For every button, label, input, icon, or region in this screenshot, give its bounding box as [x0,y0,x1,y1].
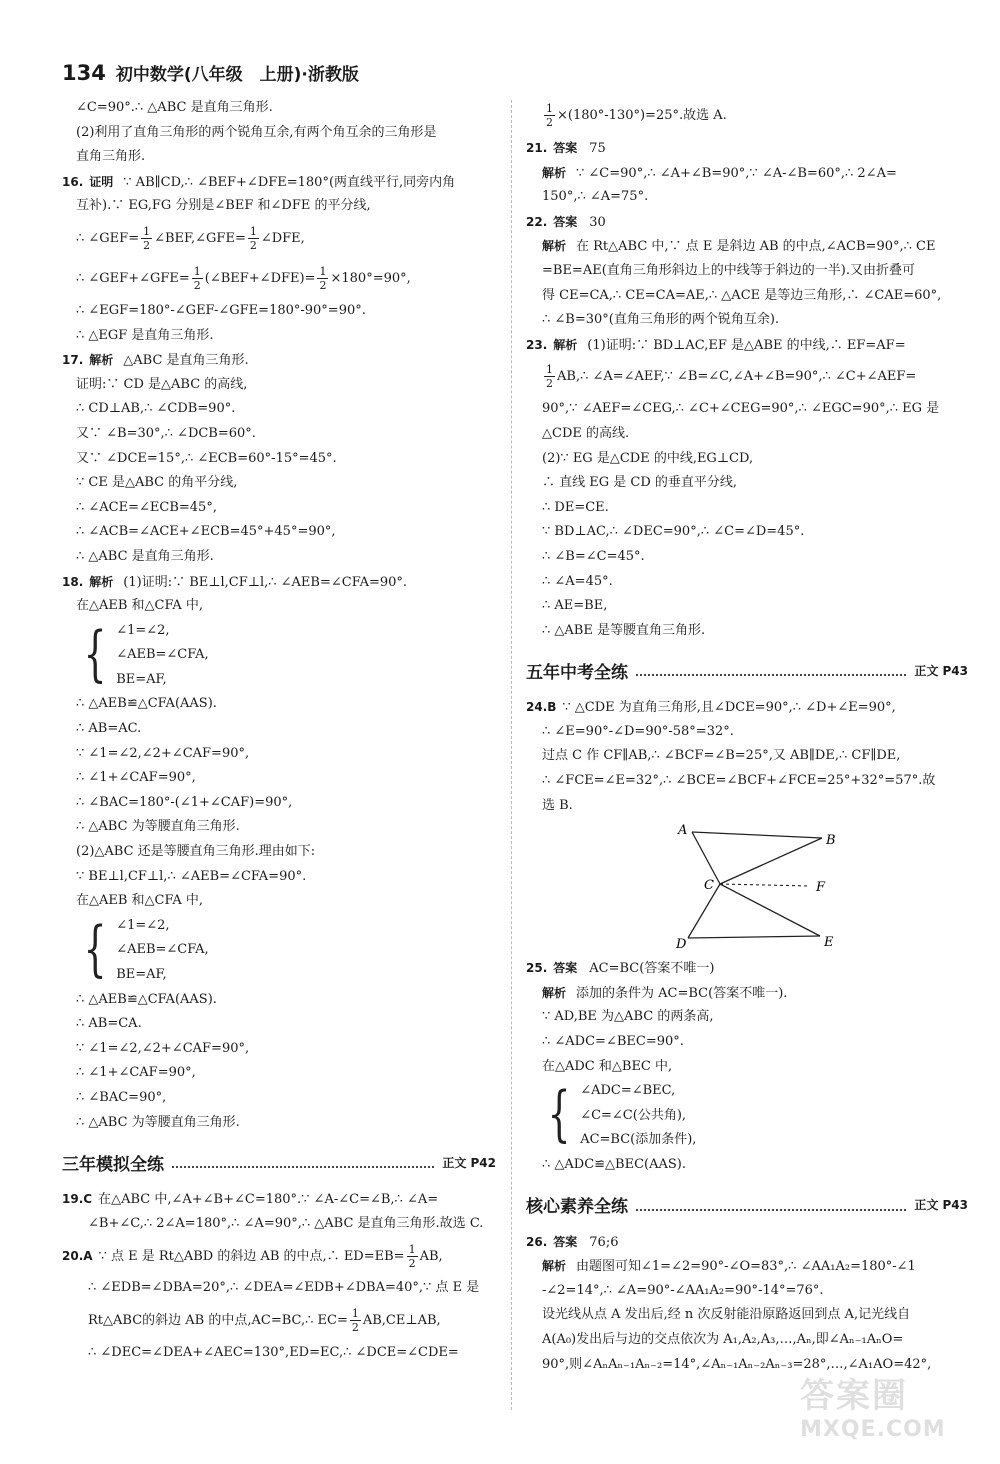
segment-cf [720,884,810,886]
question-tag: 解析 [89,574,114,589]
text-span: 在 Rt△ABC 中,∵ 点 E 是斜边 AB 的中点,∠ACB=90°,∴ CE [576,239,936,255]
question-number: 25. [526,961,548,976]
fraction-denominator: 2 [408,1257,416,1271]
text-line: ∴ △AEB≌△CFA(AAS). [76,696,217,712]
label-d: D [676,937,687,953]
fraction-denominator: 2 [143,238,151,252]
fraction-numerator: 1 [143,224,151,238]
text-line [526,161,968,186]
text-line: ∴ ∠A=45°. [542,573,613,589]
text-line: ∵ ∠1=∠2,∠2+∠CAF=90°, [76,1040,250,1056]
text-line: 在△ADC 和△BEC 中, [542,1058,673,1074]
text-line: ∴ △EGF 是直角三角形. [76,327,214,343]
question-number: 24.B [526,700,557,715]
fraction-numerator: 1 [319,264,327,278]
label-f: F [816,880,826,896]
text-line: ∴ △ABC 为等腰直角三角形. [76,1114,240,1130]
question-tag: 解析 [542,239,567,254]
text-line [62,259,496,299]
text-line: ∵ BE⊥l,CF⊥l,∴ ∠AEB=∠CFA=90°. [76,868,307,884]
text-line: ∠AEB=∠CFA, [116,942,209,958]
fraction-denominator: 2 [249,238,257,252]
text-line: ∴ ∠DEC=∠DEA+∠AEC=130°,ED=EC,∴ ∠DCE=∠CDE= [88,1344,459,1360]
question-number: 21. [526,141,548,155]
text-span: ∴ ∠GEF+∠GFE= [76,270,190,286]
question-tag: 解析 [553,337,578,352]
page-number: 134 [62,61,106,85]
section-title: 三年模拟全练 [62,1154,164,1175]
right-column [526,96,968,1377]
question-number: 23. [526,337,548,352]
text-line: ∴ ∠1+∠CAF=90°, [76,770,196,786]
fraction [407,1243,418,1270]
text-span: ∵ △CDE 为直角三角形,且∠DCE=90°,∴ ∠D+∠E=90°, [562,700,896,716]
question-tag: 解析 [89,353,114,368]
question-24 [526,695,968,720]
text-span: (1)证明:∵ BD⊥AC,EF 是△ABE 的中线,∴ EF=AF= [587,337,906,353]
fraction-numerator: 1 [546,363,553,377]
question-tag: 答案 [553,214,578,229]
text-line: 过点 C 作 CF∥AB,∴ ∠BCF=∠B=25°,又 AB∥DE,∴ CF∥DE, [542,748,901,764]
text-span: ∠DFE, [260,230,305,246]
text-line: ∵ CE 是△ABC 的角平分线, [76,475,238,491]
fraction-numerator: 1 [193,264,201,278]
text-line: 又∵ ∠B=30°,∴ ∠DCB=60°. [76,425,256,441]
text-span: Rt△ABC的斜边 AB 的中点,AC=BC,∴ EC= [88,1312,348,1328]
text-line: ∴ ∠BAC=90°, [76,1089,167,1105]
text-line [526,234,968,259]
text-line: ∴ ∠ACE=∠ECB=45°, [76,499,217,515]
text-line: ∴ ∠1+∠CAF=90°, [76,1065,196,1081]
text-line: ∠B+∠C,∴ 2∠A=180°,∴ ∠A=90°,∴ △ABC 是直角三角形.故选 C. [88,1215,484,1231]
text-line: ∴ △ABC 为等腰直角三角形. [76,819,240,835]
brace-symbol: { [547,1079,571,1150]
brace-symbol: { [83,618,107,689]
column-divider [511,100,513,1410]
text-line: ∴ △ADC≌△BEC(AAS). [542,1157,686,1172]
text-line: ∠ADC=∠BEC, [580,1083,676,1099]
text-line: =BE=AE(直角三角形斜边上的中线等于斜边的一半).又由折叠可 [542,262,915,278]
question-tag: 解析 [542,165,567,180]
question-number: 17. [62,353,84,368]
text-line: 90°,则∠AₙAₙ₋₁Aₙ₋₂=14°,∠Aₙ₋₁Aₙ₋₂Aₙ₋₃=28°,…,∠A₁AO=42°, [542,1356,932,1372]
text-span: AB,CE⊥AB, [362,1312,441,1328]
text-line: A(A₀)发出后与边的交点依次为 A₁,A₂,A₃,…,Aₙ,即∠Aₙ₋₁AₙO= [542,1331,904,1347]
section-header [62,1143,496,1181]
fraction-numerator: 1 [546,102,553,115]
text-line [62,219,496,259]
fraction-numerator: 1 [351,1306,359,1320]
text-line [526,96,968,136]
answer-value: 75 [589,141,606,156]
text-line: ∴ AB=AC. [76,721,142,737]
text-span: ∵ ∠C=90°,∴ ∠A+∠B=90°,∵ ∠A-∠B=60°,∴ 2∠A= [576,165,897,181]
text-line: ∴ ∠E=90°-∠D=90°-58°=32°. [542,723,734,739]
section-page-ref: 正文 P43 [914,663,968,678]
answer-value: AC=BC(答案不唯一) [589,961,715,977]
text-line: 选 B. [542,797,573,813]
fraction [544,363,555,390]
text-line: 150°,∴ ∠A=75°. [542,189,649,205]
text-line [526,357,968,397]
watermark-logo [800,1368,980,1458]
text-line: ∴ CD⊥AB,∴ ∠CDB=90°. [76,401,236,417]
question-tag: 解析 [542,985,567,1000]
dotted-leader [172,1156,434,1168]
text-line: 证明:∵ CD 是△ABC 的高线, [76,376,248,392]
text-line: 直角三角形. [76,149,146,165]
fraction-denominator: 2 [546,377,553,391]
text-line [526,981,968,1006]
fraction [350,1307,361,1334]
segment-cb [720,838,822,884]
text-span: AB,∴ ∠A=∠AEF,∵ ∠B=∠C,∠A+∠B=90°,∴ ∠C+∠AEF= [557,369,917,385]
text-line [526,1254,968,1279]
fraction [141,225,152,252]
geometry-figure [526,824,968,952]
label-a: A [678,824,688,839]
section-header [526,1186,968,1224]
fraction-denominator: 2 [193,278,201,292]
answer-value: 76;6 [589,1234,619,1250]
watermark-url: MXQE.COM [800,1417,946,1442]
text-line: ∴ ∠FCE=∠E=32°,∴ ∠BCE=∠BCF+∠FCE=25°+32°=57°.故 [542,773,936,789]
section-title: 核心素养全练 [526,1197,628,1218]
text-line: 又∵ ∠DCE=15°,∴ ∠ECB=60°-15°=45°. [76,450,337,466]
question-tag: 解析 [542,1259,567,1274]
text-span: ∴ ∠GEF= [76,230,140,246]
question-20 [62,1236,496,1276]
fraction-denominator: 2 [319,278,327,292]
text-line: BE=AF, [116,967,167,982]
text-line: 互补).∵ EG,FG 分别是∠BEF 和∠DFE 的平分线, [76,198,371,214]
equation-system-body [580,1079,696,1153]
text-line: ∴ ∠B=30°(直角三角形的两个锐角互余). [542,312,780,328]
text-line: ∠AEB=∠CFA, [116,647,209,663]
label-e: E [824,935,834,951]
question-tag: 答案 [553,1234,578,1249]
text-line: ∴ ∠EDB=∠DBA=20°,∴ ∠DEA=∠EDB+∠DBA=40°,∵ 点 E 是 [88,1280,480,1296]
text-line: ∵ AD,BE 为△ABC 的两条高, [542,1009,714,1025]
left-column [62,96,496,1366]
segment-de [688,936,820,938]
section-title: 五年中考全练 [526,662,628,683]
text-line: ∴ △AEB≌△CFA(AAS). [76,991,217,1007]
section-page-ref: 正文 P42 [442,1155,496,1170]
question-number: 16. [62,174,84,189]
dotted-leader [636,664,906,676]
segment-ce [720,884,820,936]
question-number: 22. [526,214,548,229]
question-25 [526,956,968,981]
text-line: 在△AEB 和△CFA 中, [76,598,204,614]
text-line: ∴ △ABC 是直角三角形. [76,548,214,564]
equation-system [62,619,496,693]
text-line: ∵ ∠1=∠2,∠2+∠CAF=90°, [76,745,250,761]
text-span: (1)证明:∵ BE⊥l,CF⊥l,∴ ∠AEB=∠CFA=90°. [123,574,408,590]
text-line: ∠1=∠2, [116,917,170,933]
geometry-figure-svg [526,824,968,952]
text-span: ×(180°-130°)=25°.故选 A. [557,108,727,123]
fraction [248,225,259,252]
fraction [192,265,203,292]
text-span: 在△ABC 中,∠A+∠B+∠C=180°.∵ ∠A-∠C=∠B,∴ ∠A= [98,1192,439,1208]
book-title: 初中数学(八年级 上册)·浙教版 [115,65,359,85]
text-line: ∴ AE=BE, [542,598,608,614]
text-span: ∠BEF,∠GFE= [154,230,246,246]
text-line: (2)∵ EG 是△CDE 的中线,EG⊥CD, [542,450,754,466]
text-line: ∠C=∠C(公共角), [580,1107,687,1123]
text-line: 得 CE=CA,∴ CE=CA=AE,∴ △ACE 是等边三角形,∴ ∠CAE=60°, [542,287,942,303]
text-line: ∴ ∠BAC=180°-(∠1+∠CAF)=90°, [76,794,293,810]
text-line: ∴ △ABE 是等腰直角三角形. [542,622,706,638]
watermark-text: 答案圈 [800,1376,908,1416]
dotted-leader [636,1199,906,1211]
question-number: 20.A [62,1249,93,1264]
text-line: 设光线从点 A 发出后,经 n 次反射能沿原路返回到点 A,记光线自 [542,1307,911,1323]
question-19 [62,1187,496,1212]
text-line: BE=AF, [116,671,167,687]
question-number: 26. [526,1234,548,1249]
brace-symbol: { [83,913,107,984]
question-17 [62,348,496,373]
text-span: AB, [419,1249,443,1265]
section-page-ref: 正文 P43 [914,1198,968,1213]
equation-system [526,1079,968,1153]
text-line: -∠2=14°,∴ ∠A=90°-∠AA₁A₂=90°-14°=76°. [542,1282,824,1298]
text-line: ∴ DE=CE. [542,499,609,515]
text-span: ∵ 点 E 是 Rt△ABD 的斜边 AB 的中点,∴ ED=EB= [98,1249,405,1265]
text-line: ∴ AB=CA. [76,1016,142,1032]
question-18 [62,570,496,595]
text-span: ×180°=90°, [330,270,411,286]
question-tag: 答案 [553,141,578,155]
question-number: 18. [62,574,84,589]
question-26 [526,1230,968,1255]
page-header [62,60,359,90]
segment-ab [692,832,822,838]
question-tag: 证明 [89,174,114,189]
fraction [317,265,328,292]
label-c: C [704,878,714,894]
equation-system-body [116,914,208,988]
text-line: ∵ BD⊥AC,∴ ∠DEC=90°,∴ ∠C=∠D=45°. [542,524,805,540]
text-line: ∠1=∠2, [116,622,170,638]
segment-ac [692,832,720,884]
question-tag: 答案 [553,961,578,976]
fraction-denominator: 2 [351,1320,359,1334]
equation-system [62,914,496,988]
question-number: 19.C [62,1192,93,1207]
text-span: ∵ AB∥CD,∴ ∠BEF+∠DFE=180°(两直线平行,同旁内角 [123,174,456,190]
fraction-numerator: 1 [249,224,257,238]
question-16 [62,170,496,195]
question-22 [526,210,968,235]
text-line: 在△AEB 和△CFA 中, [76,893,204,909]
fraction-numerator: 1 [408,1243,416,1257]
text-line: ∴ ∠EGF=180°-∠GEF-∠GFE=180°-90°=90°. [76,302,366,318]
label-b: B [826,833,836,849]
answer-value: 30 [589,214,606,230]
text-span: 由题图可知∠1=∠2=90°-∠O=83°,∴ ∠AA₁A₂=180°-∠1 [576,1259,916,1275]
section-header [526,651,968,689]
text-span: (∠BEF+∠DFE)= [204,270,316,286]
text-span: △ABC 是直角三角形. [123,353,249,369]
text-line: ∴ ∠ACB=∠ACE+∠ECB=45°+45°=90°, [76,524,336,540]
text-line: ∴ 直线 EG 是 CD 的垂直平分线, [542,475,738,491]
question-21 [526,136,968,161]
text-line: ∠C=90°.∴ △ABC 是直角三角形. [76,100,273,115]
text-line: ∴ ∠ADC=∠BEC=90°. [542,1034,684,1050]
fraction-denominator: 2 [546,116,553,129]
text-line: ∴ ∠B=∠C=45°. [542,548,645,564]
text-line: (2)利用了直角三角形的两个锐角互余,有两个角互余的三角形是 [76,124,437,140]
text-line: AC=BC(添加条件), [580,1132,697,1148]
text-line: △CDE 的高线. [542,425,630,441]
text-span: 添加的条件为 AC=BC(答案不唯一). [576,985,788,1001]
text-line: (2)△ABC 还是等腰直角三角形.理由如下: [76,844,316,860]
text-line: 90°,∵ ∠AEF=∠CEG,∴ ∠C+∠CEG=90°,∴ ∠EGC=90°,∴ EG 是 [542,401,940,417]
fraction [544,102,555,129]
text-line [62,1301,496,1341]
question-23 [526,333,968,358]
equation-system-body [116,619,208,693]
